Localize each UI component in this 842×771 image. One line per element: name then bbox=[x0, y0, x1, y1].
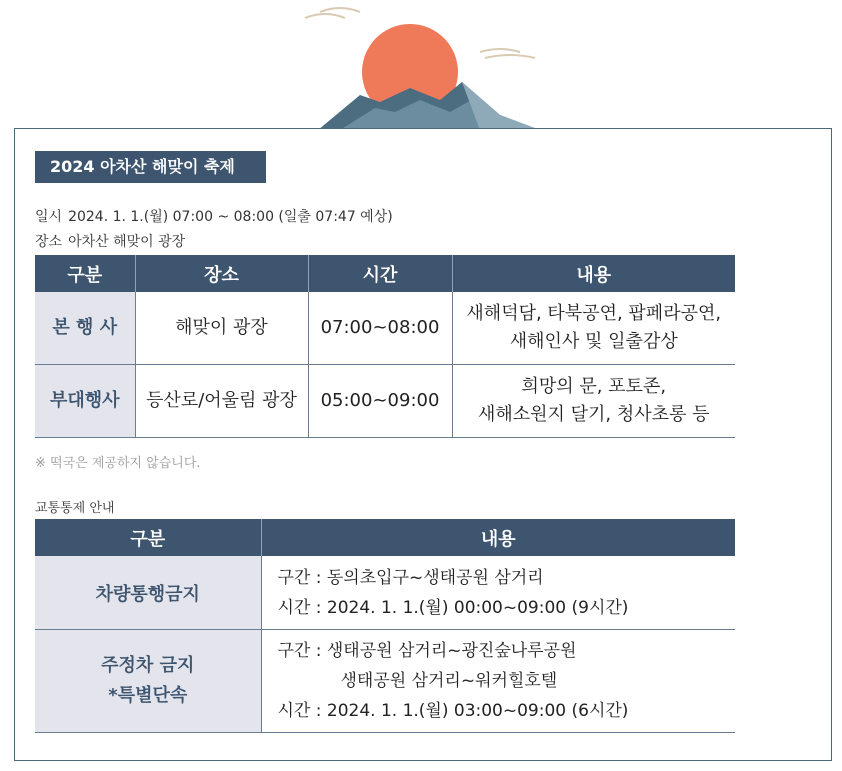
place-line bbox=[35, 231, 185, 251]
table-row bbox=[35, 365, 735, 438]
table-row bbox=[35, 292, 735, 365]
table-header: 내용 bbox=[261, 519, 735, 556]
row-content: 새해덕담, 타북공연, 팝페라공연, 새해인사 및 일출감상 bbox=[452, 292, 735, 365]
table-header: 구분 bbox=[35, 255, 135, 292]
place-label: 장소 bbox=[35, 234, 63, 250]
notice-text: ※ 떡국은 제공하지 않습니다. bbox=[35, 456, 201, 471]
sunrise-mountain-illustration bbox=[300, 0, 560, 130]
row-content: 구간 : 생태공원 삼거리~광진숲나루공원 생태공원 삼거리~워커힐호텔 시간 : 2024. 1. 1.(월) 03:00~09:00 (6시간) bbox=[261, 630, 735, 733]
table-header: 시간 bbox=[308, 255, 452, 292]
place-value: 아차산 해맞이 광장 bbox=[68, 234, 186, 250]
table-row bbox=[35, 630, 735, 733]
table-header: 장소 bbox=[135, 255, 308, 292]
date-value: 2024. 1. 1.(월) 07:00 ~ 08:00 (일출 07:47 예상) bbox=[68, 209, 393, 225]
page-title: 2024 아차산 해맞이 축제 bbox=[35, 151, 266, 183]
traffic-section-title: 교통통제 안내 bbox=[35, 501, 115, 516]
table-header: 내용 bbox=[452, 255, 735, 292]
row-place: 등산로/어울림 광장 bbox=[135, 365, 308, 438]
row-category: 차량통행금지 bbox=[35, 556, 261, 630]
schedule-table bbox=[35, 255, 735, 438]
row-category: 부대행사 bbox=[35, 365, 135, 438]
date-line bbox=[35, 206, 393, 226]
row-place: 해맞이 광장 bbox=[135, 292, 308, 365]
traffic-table bbox=[35, 519, 735, 733]
row-time: 07:00~08:00 bbox=[308, 292, 452, 365]
row-content: 구간 : 동의초입구~생태공원 삼거리 시간 : 2024. 1. 1.(월) 00:00~09:00 (9시간) bbox=[261, 556, 735, 630]
row-content: 희망의 문, 포토존, 새해소원지 달기, 청사초롱 등 bbox=[452, 365, 735, 438]
date-label: 일시 bbox=[35, 209, 63, 225]
table-row bbox=[35, 556, 735, 630]
row-time: 05:00~09:00 bbox=[308, 365, 452, 438]
row-category: 주정차 금지 *특별단속 bbox=[35, 630, 261, 733]
table-header: 구분 bbox=[35, 519, 261, 556]
row-category: 본 행 사 bbox=[35, 292, 135, 365]
